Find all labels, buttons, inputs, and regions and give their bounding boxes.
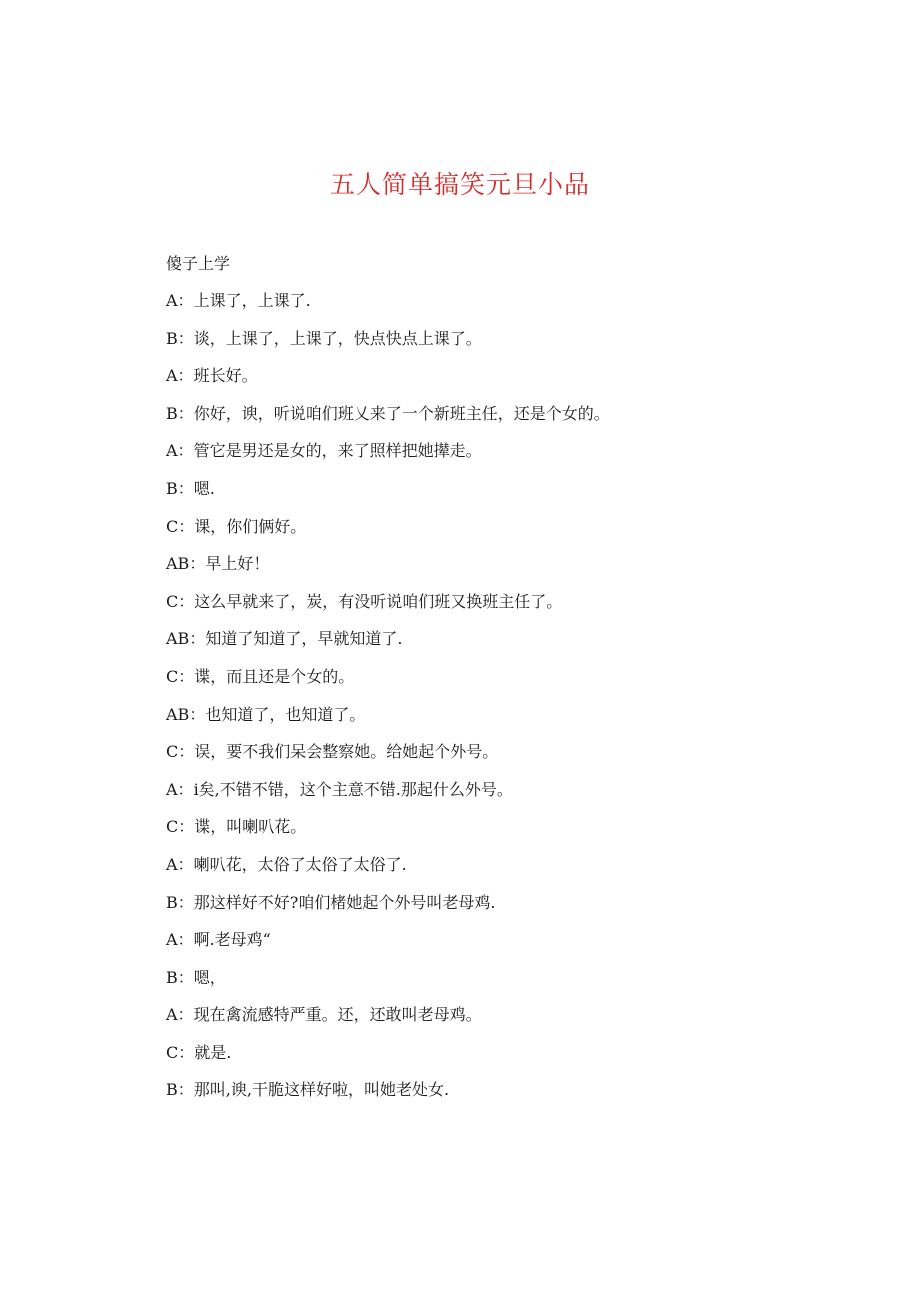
dialogue-text: 谈，上课了，上课了，快点快点上课了。 <box>193 328 482 348</box>
dialogue-line <box>166 402 806 440</box>
dialogue-speaker: B： <box>166 892 194 912</box>
dialogue-line <box>166 1041 806 1079</box>
dialogue-speaker: A： <box>166 854 194 874</box>
dialogue-text: 谍，叫喇叭花。 <box>194 817 307 837</box>
dialogue-text: 啊.老母鸡“ <box>193 930 271 950</box>
dialogue-speaker: C： <box>166 742 195 762</box>
dialogue-text: 早上好！ <box>205 554 270 574</box>
dialogue-speaker: AB： <box>166 629 206 649</box>
dialogue-line <box>166 815 806 853</box>
dialogue-speaker: AB： <box>166 554 206 574</box>
dialogue-speaker: B： <box>166 403 194 423</box>
dialogue-speaker: A： <box>166 441 194 461</box>
dialogue-line <box>166 778 806 816</box>
dialogue-text: 谍，而且还是个女的。 <box>194 666 355 686</box>
dialogue-text: 嗯. <box>193 478 215 498</box>
dialogue-text: 知道了知道了，早就知道了. <box>205 629 403 649</box>
dialogue-line <box>166 665 806 703</box>
dialogue-text: 现在禽流感特严重。还，还敢叫老母鸡。 <box>193 1005 482 1025</box>
dialogue-speaker: B： <box>166 328 194 348</box>
dialogue-text: 这么早就来了，炭，有没听说咱们班又换班主任了。 <box>194 591 563 611</box>
dialogue-text: 班长好。 <box>193 366 258 386</box>
dialogue-line <box>166 703 806 741</box>
dialogue-line <box>166 853 806 891</box>
dialogue-speaker: B： <box>166 1080 194 1100</box>
dialogue-text: 课，你们俩好。 <box>194 516 307 536</box>
dialogue-text: 嗯， <box>193 967 226 987</box>
dialogue-speaker: C： <box>166 516 195 536</box>
dialogue-line <box>166 439 806 477</box>
dialogue-speaker: A： <box>166 930 194 950</box>
dialogue-text: 你好，谀，听说咱们班乂来了一个新班主任，还是个女的。 <box>193 403 610 423</box>
dialogue-text: 上课了，上课了. <box>193 291 311 310</box>
dialogue-text: 那叫,谀,干脆这样好啦，叫她老处女. <box>193 1080 450 1100</box>
dialogue-speaker: B： <box>166 478 194 498</box>
dialogue-speaker: A： <box>166 366 194 386</box>
dialogue-text: 管它是男还是女的，来了照样把她撵走。 <box>193 441 482 461</box>
dialogue-line <box>166 590 806 628</box>
dialogue-speaker: C： <box>166 817 195 837</box>
dialogue-text: 就是. <box>194 1042 232 1062</box>
dialogue-speaker: C： <box>166 666 195 686</box>
dialogue-line <box>166 928 806 966</box>
dialogue-speaker: A： <box>166 291 194 310</box>
dialogue-line <box>166 891 806 929</box>
dialogue-text: 喇叭花，太俗了太俗了太俗了. <box>193 854 407 874</box>
dialogue-text: 那这样好不好?咱们楮她起个外号叫老母鸡. <box>193 892 496 912</box>
dialogue-speaker: B： <box>166 967 194 987</box>
dialogue-speaker: A： <box>166 779 194 799</box>
dialogue-text: 误，要不我们呆会整察她。给她起个外号。 <box>194 742 499 762</box>
dialogue-speaker: C： <box>166 591 195 611</box>
dialogue-list <box>166 289 806 1116</box>
dialogue-line <box>166 966 806 1004</box>
dialogue-line <box>166 552 806 590</box>
dialogue-line <box>166 1003 806 1041</box>
dialogue-line <box>166 477 806 515</box>
dialogue-speaker: AB： <box>166 704 206 724</box>
dialogue-line <box>166 740 806 778</box>
dialogue-line <box>166 327 806 365</box>
dialogue-speaker: A： <box>166 1005 194 1025</box>
dialogue-text: 也知道了，也知道了。 <box>205 704 366 724</box>
dialogue-line <box>166 289 806 327</box>
dialogue-speaker: C： <box>166 1042 195 1062</box>
dialogue-line <box>166 627 806 665</box>
document-subtitle: 傻子上学 <box>166 254 231 273</box>
dialogue-line <box>166 1078 806 1116</box>
document-title: 五人简单搞笑元旦小品 <box>329 170 590 199</box>
dialogue-line <box>166 515 806 553</box>
dialogue-line <box>166 364 806 402</box>
dialogue-text: i矣,不错不错，这个主意不错.那起什么外号。 <box>193 779 513 799</box>
